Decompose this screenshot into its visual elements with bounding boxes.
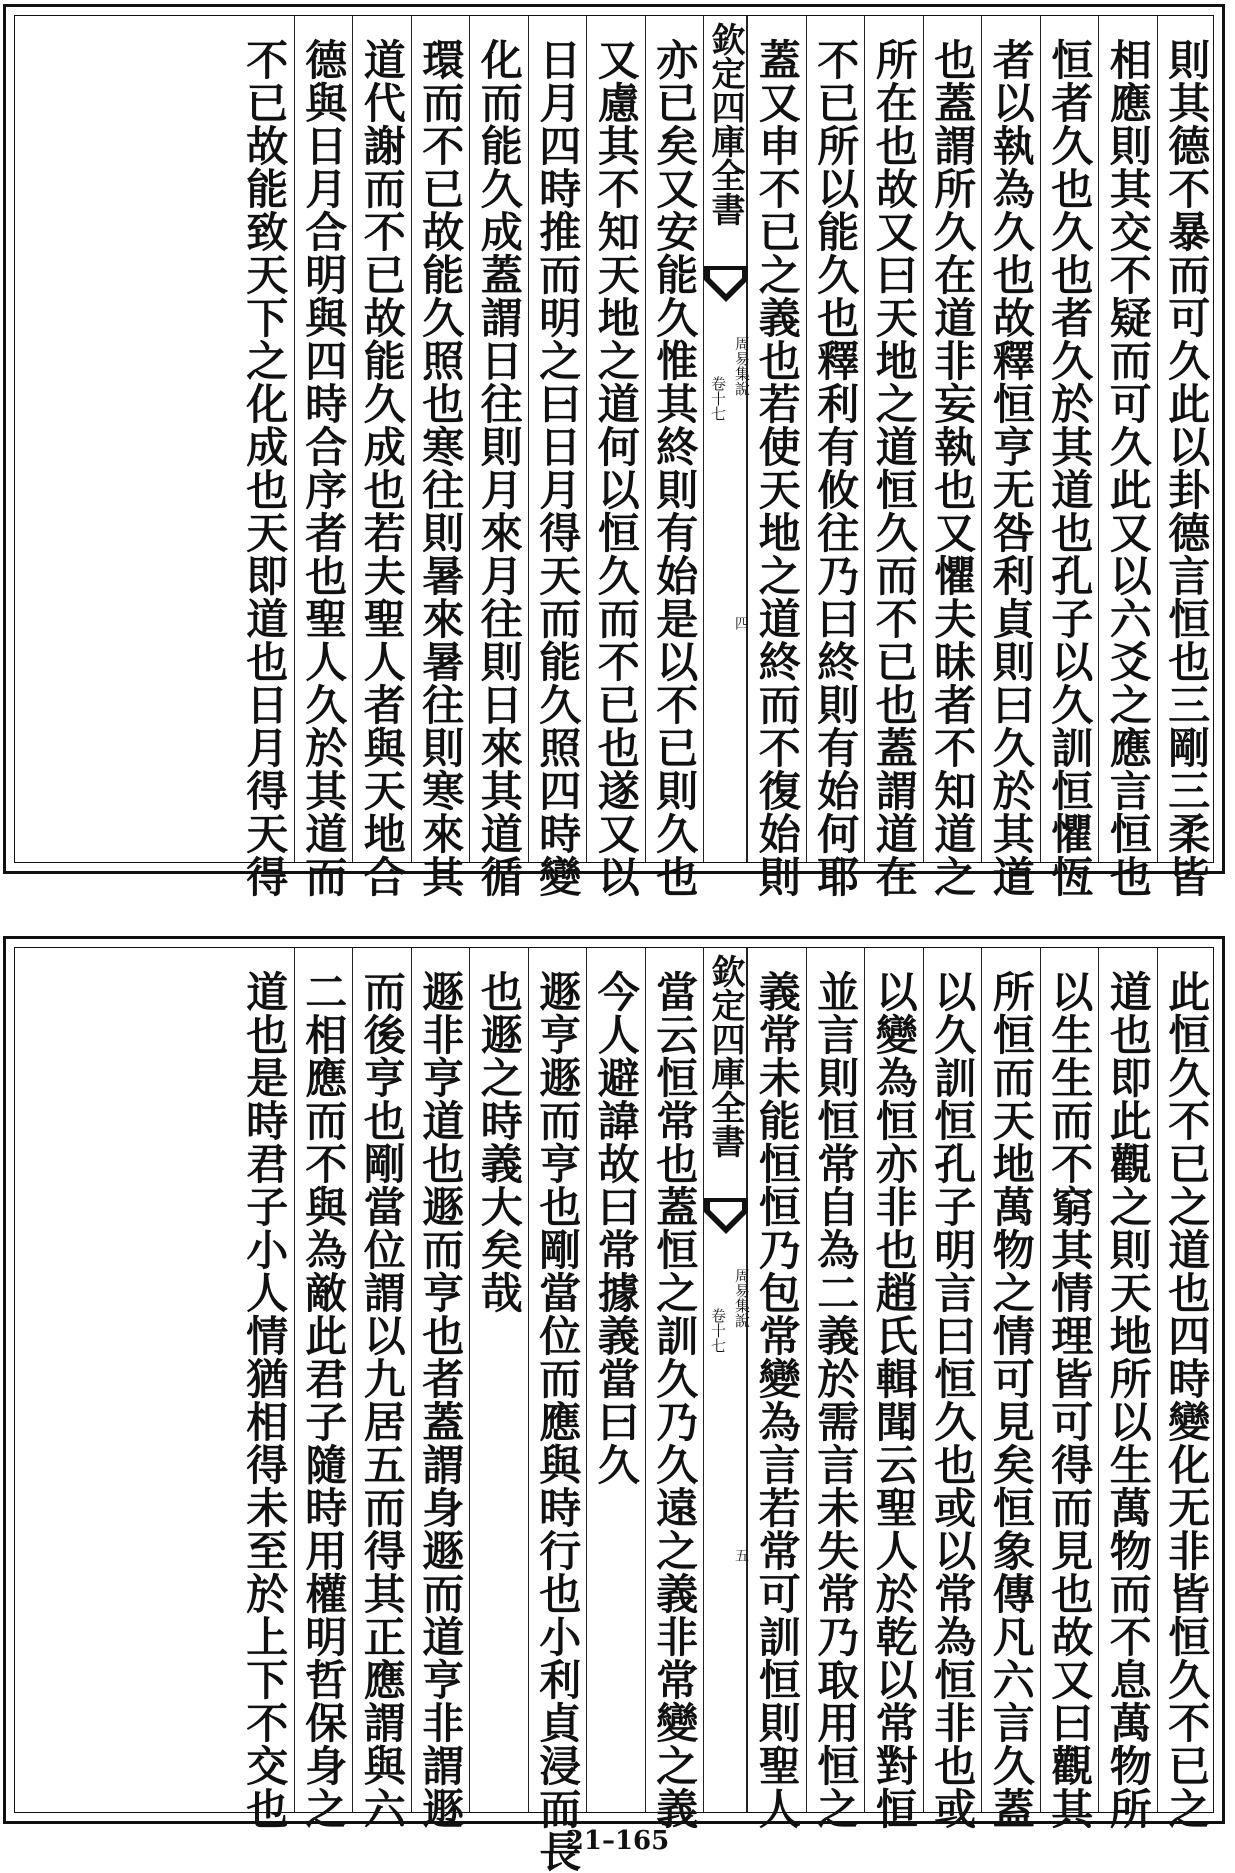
fish-tail-mark [704, 1198, 748, 1238]
column-text: 蓋又申不已之義也若使天地之道終而不復始則 [752, 38, 802, 898]
text-column-left-5 [411, 948, 470, 1830]
book-title: 周易集說 [733, 336, 751, 396]
text-column-left-1 [645, 16, 704, 898]
column-text: 又慮其不知天地之道何以恒久而不已也遂又以 [591, 38, 641, 898]
column-text: 遯亨遯而亨也剛當位而應與時行也小利貞浸而長 [533, 970, 583, 1873]
text-column-left-2 [586, 16, 645, 898]
fish-tail-mark [704, 266, 748, 306]
text-column-left-6 [352, 16, 411, 898]
column-text: 不已所以能久也釋利有攸往乃曰終則有始何耶 [811, 38, 861, 898]
text-column-right-8 [747, 948, 806, 1830]
column-text: 則其德不暴而可久此以卦德言恒也三剛三柔皆 [1162, 38, 1212, 898]
text-column-right-4 [981, 16, 1040, 898]
column-text: 以久訓恒孔子明言曰恒久也或以常為恒非也或 [928, 970, 978, 1830]
text-column-right-7 [806, 16, 865, 898]
column-text: 也遯之時義大矣哉 [474, 970, 524, 1314]
text-column-right-2 [1098, 16, 1157, 898]
collection-title: 欽定四庫全書 [705, 954, 745, 1158]
text-column-right-3 [1040, 948, 1099, 1830]
text-column-right-5 [923, 948, 982, 1830]
column-text: 以生生而不窮其情理皆可得而見也故又曰觀其 [1045, 970, 1095, 1830]
text-column-right-1 [1157, 16, 1216, 898]
column-text: 並言則恒常自為二義於需言未失常乃取用恒之 [811, 970, 861, 1830]
text-column-left-1 [645, 948, 704, 1830]
page-panel-top [3, 4, 1225, 898]
column-text: 道代謝而不已故能久成也若夫聖人者與天地合 [357, 38, 407, 898]
text-column-left-7 [294, 16, 353, 898]
text-column-right-3 [1040, 16, 1099, 898]
column-text: 亦已矣又安能久惟其終則有始是以不已則久也 [650, 38, 700, 898]
text-column-right-7 [806, 948, 865, 1830]
column-text: 環而不已故能久照也寒往則暑來暑往則寒來其 [416, 38, 466, 898]
volume-label: 卷十七 [709, 376, 727, 421]
column-text: 日月四時推而明之曰日月得天而能久照四時變 [533, 38, 583, 898]
page-number: 21–165 [565, 1826, 670, 1856]
column-text: 而後亨也剛當位謂以九居五而得其正應謂與六 [357, 970, 407, 1830]
column-text: 義常未能恒恒乃包常變為言若常可訓恒則聖人 [752, 970, 802, 1830]
text-column-left-4 [469, 948, 528, 1812]
text-column-left-6 [352, 948, 411, 1830]
leaf-number: 五 [733, 1548, 749, 1562]
column-text: 當云恒常也蓋恒之訓久乃久遠之義非常變之義 [650, 970, 700, 1830]
text-column-left-2 [586, 948, 645, 1812]
book-title: 周易集說 [733, 1268, 751, 1328]
text-column-left-5 [411, 16, 470, 898]
column-text: 以變為恒亦非也趙氏輯聞云聖人於乾以常對恒 [869, 970, 919, 1830]
text-column-left-4 [469, 16, 528, 898]
text-column-left-8 [235, 948, 294, 1830]
volume-label: 卷十七 [709, 1308, 727, 1353]
text-column-left-8 [235, 16, 294, 898]
column-text: 恒者久也久也者久於其道也孔子以久訓恒懼恆 [1045, 38, 1095, 898]
column-text: 德與日月合明與四時合序者也聖人久於其道而 [299, 38, 349, 898]
column-text: 所在也故又曰天地之道恒久而不已也蓋謂道在 [869, 38, 919, 898]
text-column-right-4 [981, 948, 1040, 1830]
column-text: 此恒久不已之道也四時變化无非皆恒久不已之 [1162, 970, 1212, 1830]
column-text: 也蓋謂所久在道非妄執也又懼夫昧者不知道之 [928, 38, 978, 898]
column-text: 二相應而不與為敵此君子隨時用權明哲保身之 [299, 970, 349, 1830]
column-text: 道也即此觀之則天地所以生萬物而不息萬物所 [1103, 970, 1153, 1830]
text-column-right-8 [747, 16, 806, 898]
column-text: 者以執為久也故釋恒亨无咎利貞則曰久於其道 [986, 38, 1036, 898]
text-column-left-3 [528, 948, 587, 1873]
column-text: 道也是時君子小人情猶相得未至於上下不交也 [240, 970, 290, 1830]
center-ribbon [703, 16, 751, 862]
collection-title: 欽定四庫全書 [705, 22, 745, 226]
column-text: 不已故能致天下之化成也天即道也日月得天得 [240, 38, 290, 898]
text-column-right-2 [1098, 948, 1157, 1830]
text-column-left-3 [528, 16, 587, 898]
column-text: 所恒而天地萬物之情可見矣恒象傳凡六言久蓋 [986, 970, 1036, 1830]
text-column-right-5 [923, 16, 982, 898]
text-column-right-6 [864, 16, 923, 898]
center-ribbon [703, 948, 751, 1812]
column-text: 遯非亨道也遯而亨也者蓋謂身遯而道亨非謂遯 [416, 970, 466, 1830]
column-text: 今人避諱故曰常據義當曰久 [591, 970, 641, 1486]
text-column-left-7 [294, 948, 353, 1830]
leaf-number: 四 [733, 616, 749, 630]
text-column-right-1 [1157, 948, 1216, 1830]
column-text: 化而能久成蓋謂日往則月來月往則日來其道循 [474, 38, 524, 898]
text-column-right-6 [864, 948, 923, 1830]
column-text: 相應則其交不疑而可久此又以六爻之應言恒也 [1103, 38, 1153, 898]
